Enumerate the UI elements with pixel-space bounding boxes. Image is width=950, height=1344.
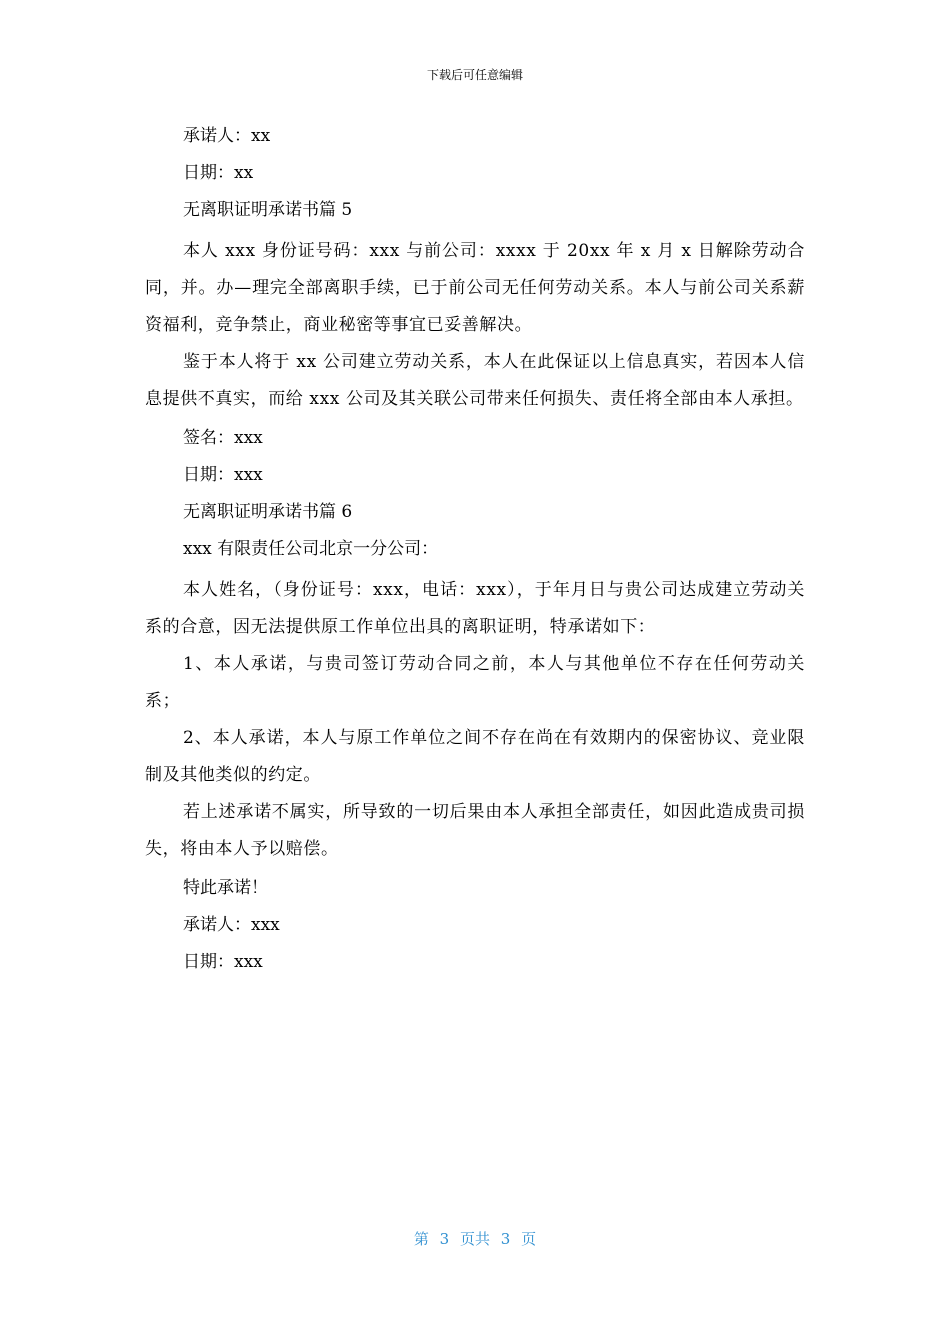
section-title: 无离职证明承诺书篇 6 [183,502,353,522]
footer-suffix: 页 [521,1230,537,1248]
paragraph: 本人姓名，（身份证号：xxx，电话：xxx），于年月日与贵公司达成建立劳动关系的合意，因无法提供原工作单位出具的离职证明，特承诺如下： [145,580,805,637]
addressee-line: xxx 有限责任公司北京一分公司： [183,539,439,559]
date-line: 日期：xx [183,163,254,183]
footer-middle: 页共 [459,1230,490,1248]
signature-line: 签名：xxx [183,428,263,448]
footer-total-pages: 3 [500,1230,511,1248]
list-item: 2、本人承诺，本人与原工作单位之间不存在尚在有效期内的保密协议、竞业限制及其他类似的约定。 [145,728,805,785]
promisor-line: 承诺人：xx [183,126,271,146]
list-item: 1、本人承诺，与贵司签订劳动合同之前，本人与其他单位不存在任何劳动关系； [145,654,805,711]
page-footer [0,1228,950,1250]
date-line: 日期：xxx [183,952,263,972]
promisor-line: 承诺人：xxx [183,915,280,935]
paragraph: 本人 xxx 身份证号码：xxx 与前公司：xxxx 于 20xx 年 x 月 x 日解除劳动合同，并。办—理完全部离职手续，已于前公司无任何劳动关系。本人与前公司关系薪资福利，竞争禁止，商业秘密等事宜已妥善解决。 [145,241,805,335]
paragraph: 鉴于本人将于 xx 公司建立劳动关系，本人在此保证以上信息真实，若因本人信息提供不真实，而给 xxx 公司及其关联公司带来任何损失、责任将全部由本人承担。 [145,352,805,409]
date-line: 日期：xxx [183,465,263,485]
footer-current-page: 3 [439,1230,450,1248]
hereby-line: 特此承诺！ [183,878,268,898]
page-header: 下载后可任意编辑 [426,68,523,82]
document-body [145,122,805,985]
paragraph: 若上述承诺不属实，所导致的一切后果由本人承担全部责任，如因此造成贵司损失，将由本人予以赔偿。 [145,802,805,859]
footer-prefix: 第 [413,1230,429,1248]
section-title: 无离职证明承诺书篇 5 [183,200,353,220]
